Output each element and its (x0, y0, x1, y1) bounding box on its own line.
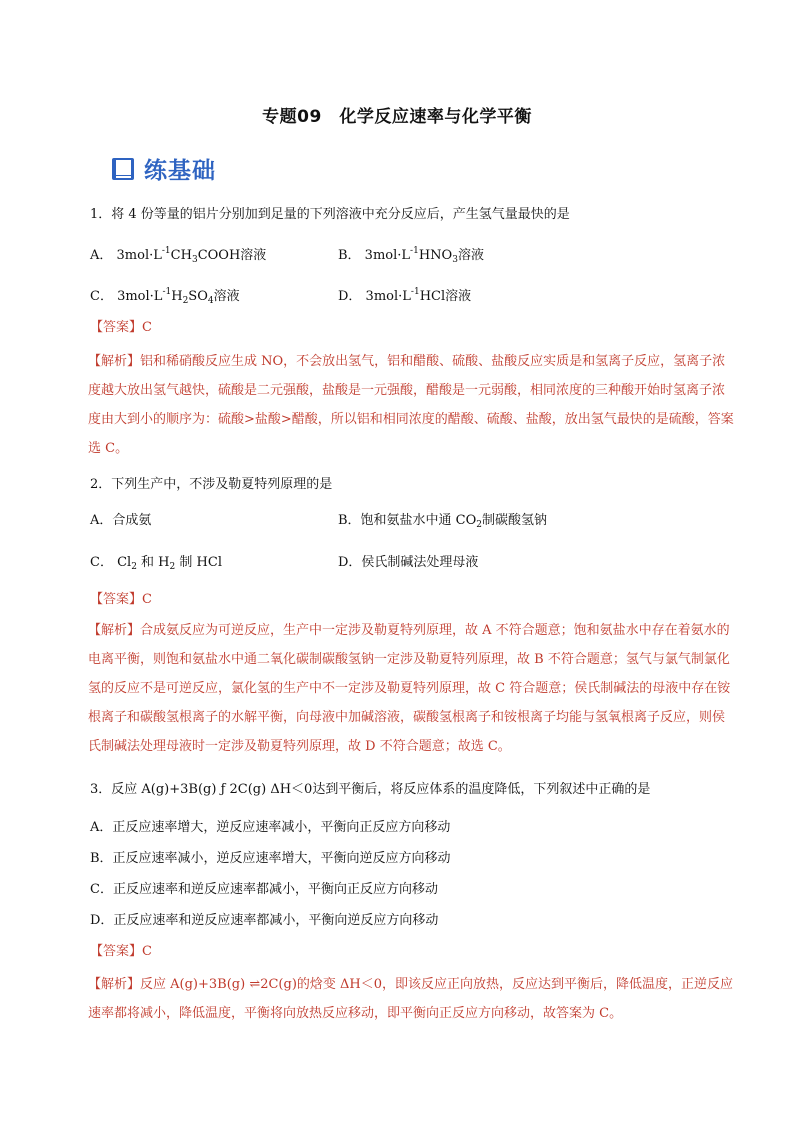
question-3-option-c: C．正反应速率和逆反应速率都减小，平衡向正反应方向移动 (90, 882, 438, 897)
question-2-option-a: A．合成氨 (90, 513, 152, 528)
question-2-stem: 2．下列生产中，不涉及勒夏特列原理的是 (90, 477, 333, 492)
question-3-answer: 【答案】C (90, 944, 152, 959)
question-1-answer: 【答案】C (90, 320, 152, 335)
question-3-option-d: D．正反应速率和逆反应速率都减小，平衡向逆反应方向移动 (90, 913, 439, 928)
question-2-answer: 【答案】C (90, 592, 152, 607)
question-1-option-c: C． $3mol\cdot L^{-1}H_2SO_4$溶液 (90, 287, 240, 306)
book-icon (110, 156, 136, 182)
question-2-analysis: 【解析】合成氨反应为可逆反应，生产中一定涉及勒夏特列原理，故 A 不符合题意；饱和氨盐水中存在着氨水的电离平衡，则饱和氨盐水中通二氧化碳制碳酸氢钠一定涉及勒夏特列原理，故 B 不符合题意；氢气与氯气制氯化氢的反应不是可逆反应，氯化氢的生产中不一定涉及勒夏特列原理，故 C 符合题意；侯氏制碱法的母液中存在铵根离子和碳酸氢根离子的水解平衡，向母液中加碱溶液，碳酸氢根离子和铵根离子均能与氢氧根离子反应，则侯氏制碱法处理母液时一定涉及勒夏特列原理，故 D 不符合题意；故选 C。 (88, 623, 731, 754)
question-1-analysis: 【解析】铝和稀硝酸反应生成 NO，不会放出氢气，铝和醋酸、硫酸、盐酸反应实质是和氢离子反应，氢离子浓度越大放出氢气越快，硫酸是二元强酸，盐酸是一元强酸，醋酸是一元弱酸，相同浓度的三种酸开始时氢离子浓度由大到小的顺序为：硫酸>盐酸>醋酸，所以铝和相同浓度的醋酸、硫酸、盐酸，放出氢气最快的是硫酸，答案选 C。 (88, 354, 734, 456)
question-2-option-b: B．饱和氨盐水中通 $CO_2$制碳酸氢钠 (338, 513, 548, 530)
question-2-option-d: D．侯氏制碱法处理母液 (338, 555, 479, 570)
question-3-option-b: B．正反应速率减小，逆反应速率增大，平衡向逆反应方向移动 (90, 851, 451, 866)
question-1-stem: 1．将 4 份等量的铝片分别加到足量的下列溶液中充分反应后，产生氢气量最快的是 (90, 207, 570, 222)
question-3-stem: 3．反应 A(g)+3B(g) ƒ 2C(g) ΔH＜0达到平衡后，将反应体系的温度降低，下列叙述中正确的是 (90, 782, 651, 797)
question-3-analysis: 【解析】反应 A(g)+3B(g) ⇌2C(g)的焓变 ΔH＜0，即该反应正向放热，反应达到平衡后，降低温度，正逆反应速率都将减小，降低温度，平衡将向放热反应移动，即平衡向正反应方向移动，故答案为 C。 (88, 977, 734, 1021)
question-1-option-a: A． $3mol\cdot L^{-1}CH_3COOH$溶液 (90, 246, 267, 265)
question-3-option-a: A．正反应速率增大，逆反应速率减小，平衡向正反应方向移动 (90, 820, 451, 835)
question-1-option-b: B． $3mol\cdot L^{-1}HNO_3$溶液 (338, 246, 484, 265)
question-1-option-d: D． $3mol\cdot L^{-1}HCl$溶液 (338, 287, 472, 304)
section-label: 练基础 (144, 158, 216, 184)
page-title: 专题09 化学反应速率与化学平衡 (262, 107, 532, 127)
question-2-option-c: C． $Cl_2$ 和 $H_2$ 制 HCl (90, 555, 222, 572)
section-header (110, 152, 216, 185)
